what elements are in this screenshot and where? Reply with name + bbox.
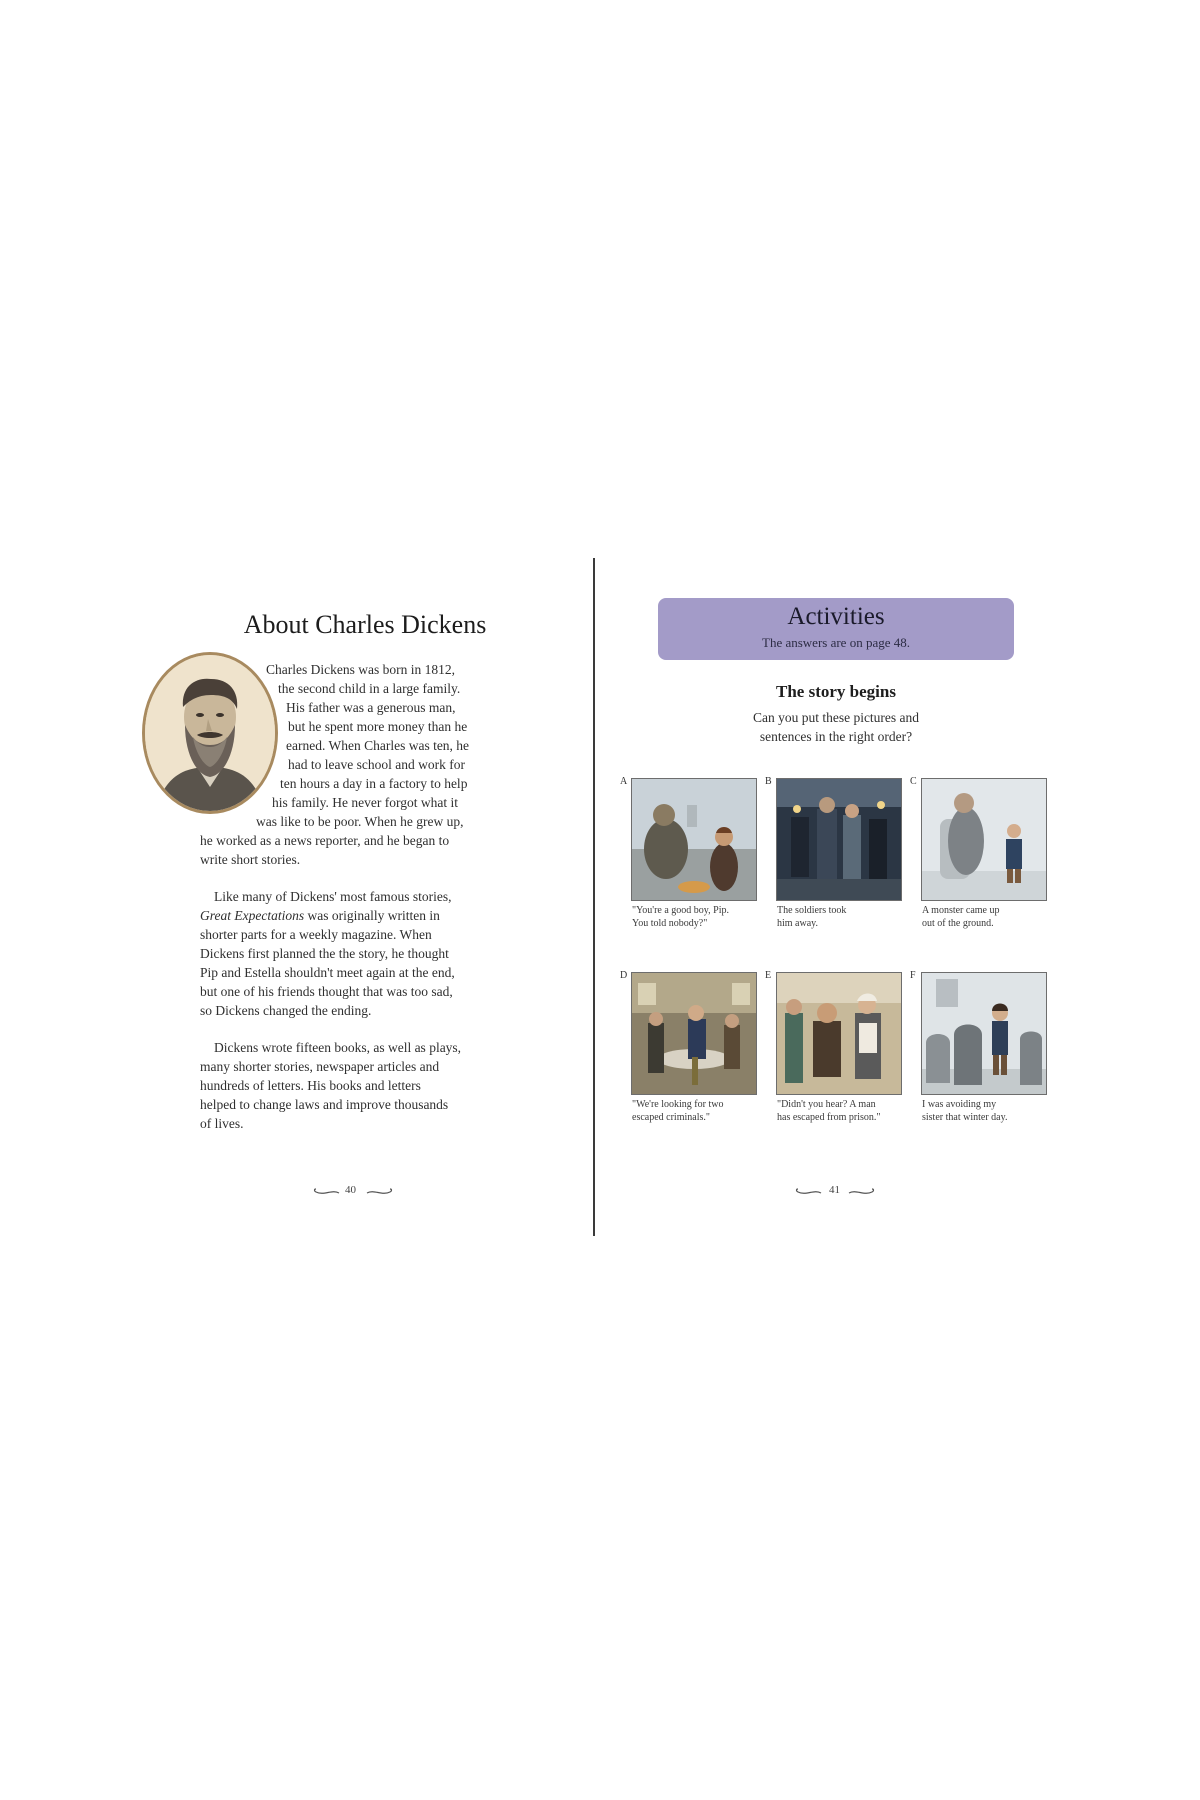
text-line: his family. He never forgot what it <box>272 795 458 810</box>
caption-line: him away. <box>777 918 819 929</box>
text-line: Dickens first planned the the story, he thought <box>200 946 449 961</box>
text-line <box>200 906 440 925</box>
panel-letter: B <box>765 776 772 787</box>
flourish-left-icon <box>312 1186 340 1198</box>
text-line: many shorter stories, newspaper articles and <box>200 1059 440 1074</box>
text-line: had to leave school and work for <box>288 757 465 772</box>
text-line: earned. When Charles was ten, he <box>286 738 470 753</box>
panel-caption <box>922 1098 1046 1124</box>
caption-line: has escaped from prison." <box>777 1112 881 1123</box>
caption-line: out of the ground. <box>922 918 994 929</box>
page-gutter <box>593 558 595 1236</box>
caption-line: "Didn't you hear? A man <box>777 1099 876 1110</box>
text-line: ten hours a day in a factory to help <box>280 776 468 791</box>
panel-letter: C <box>910 776 917 787</box>
panel-caption <box>632 1098 756 1124</box>
caption-line: You told nobody?" <box>632 918 708 929</box>
text-line: Dickens wrote fifteen books, as well as plays, <box>214 1040 462 1055</box>
panel-illustration <box>631 778 757 901</box>
page-number: 40 <box>345 1184 356 1196</box>
caption-line: sister that winter day. <box>922 1112 1008 1123</box>
section-heading: The story begins <box>776 682 896 701</box>
portrait-illustration <box>145 655 275 811</box>
panel-illustration <box>631 972 757 1095</box>
panel-letter: D <box>620 970 628 981</box>
text-line: Charles Dickens was born in 1812, <box>266 662 455 677</box>
text-line: was like to be poor. When he grew up, <box>256 814 464 829</box>
dickens-portrait <box>142 652 278 814</box>
page-number: 41 <box>829 1184 840 1196</box>
text-line: helped to change laws and improve thousands <box>200 1097 449 1112</box>
panel-letter: E <box>765 970 772 981</box>
panel-illustration <box>776 778 902 901</box>
text-line: Pip and Estella shouldn't meet again at the end, <box>200 965 455 980</box>
book-title: Great Expectations <box>200 908 305 923</box>
instruction-line: Can you put these pictures and <box>752 710 920 725</box>
text-line: but he spent more money than he <box>288 719 468 734</box>
panel-illustration <box>776 972 902 1095</box>
activities-title: Activities <box>787 603 885 630</box>
panel-caption <box>632 904 756 930</box>
caption-line: I was avoiding my <box>922 1099 997 1110</box>
caption-line: "We're looking for two <box>632 1099 724 1110</box>
instruction-line: sentences in the right order? <box>759 729 913 744</box>
caption-line: escaped criminals." <box>632 1112 710 1123</box>
panel-caption <box>777 1098 901 1124</box>
text-line: so Dickens changed the ending. <box>200 1003 372 1018</box>
text-line: write short stories. <box>200 852 301 867</box>
panel-letter: F <box>910 970 916 981</box>
activities-banner <box>658 598 1014 660</box>
text-line: hundreds of letters. His books and letters <box>200 1078 421 1093</box>
caption-line: The soldiers took <box>777 905 847 916</box>
text-line: Like many of Dickens' most famous stories, <box>214 889 452 904</box>
text-line: he worked as a news reporter, and he began to <box>200 833 450 848</box>
activities-subtitle: The answers are on page 48. <box>762 635 910 650</box>
section-instructions <box>700 708 972 746</box>
text-segment: was originally written in <box>304 908 440 923</box>
text-line: of lives. <box>200 1116 244 1131</box>
text-line: shorter parts for a weekly magazine. When <box>200 927 432 942</box>
panel-letter: A <box>620 776 628 787</box>
panel-caption <box>777 904 901 930</box>
text-line: but one of his friends thought that was too sad, <box>200 984 453 999</box>
caption-line: A monster came up <box>922 905 1000 916</box>
panel-illustration <box>921 972 1047 1095</box>
panel-caption <box>922 904 1046 930</box>
page-title: About Charles Dickens <box>243 610 487 639</box>
flourish-right-icon <box>366 1186 394 1198</box>
text-line: the second child in a large family. <box>278 681 461 696</box>
panel-illustration <box>921 778 1047 901</box>
flourish-left-icon <box>794 1186 822 1198</box>
caption-line: "You're a good boy, Pip. <box>632 905 730 916</box>
text-line: His father was a generous man, <box>286 700 456 715</box>
flourish-right-icon <box>848 1186 876 1198</box>
